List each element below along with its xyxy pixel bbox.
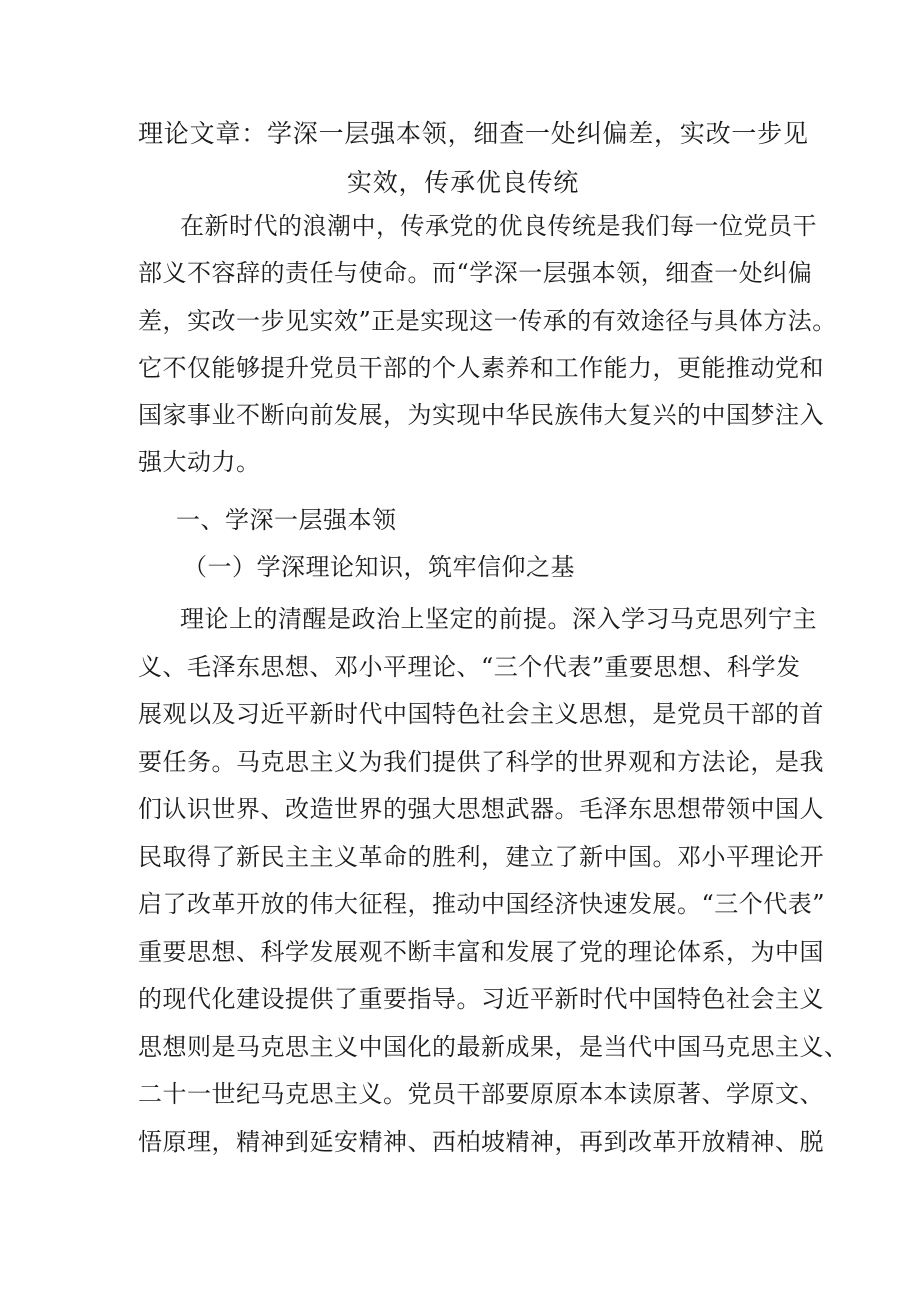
subsection-heading: （一）学深理论知识，筑牢信仰之基 — [183, 553, 575, 581]
intro-line: 它不仅能够提升党员干部的个人素养和工作能力，更能推动党和 — [138, 354, 824, 382]
body-line: 思想则是马克思主义中国化的最新成果，是当代中国马克思主义、 — [138, 1033, 849, 1061]
body-line: 重要思想、科学发展观不断丰富和发展了党的理论体系，为中国 — [138, 938, 824, 966]
intro-line: 国家事业不断向前发展，为实现中华民族伟大复兴的中国梦注入 — [138, 401, 824, 429]
body-line: 要任务。马克思主义为我们提供了科学的世界观和方法论，是我 — [138, 748, 824, 776]
body-line: 义、毛泽东思想、邓小平理论、“三个代表”重要思想、科学发 — [138, 653, 801, 681]
intro-line: 差，实改一步见实效”正是实现这一传承的有效途径与具体方法。 — [138, 307, 837, 335]
body-line: 启了改革开放的伟大征程，推动中国经济快速发展。“三个代表” — [138, 890, 826, 918]
body-line: 的现代化建设提供了重要指导。习近平新时代中国特色社会主义 — [138, 985, 824, 1013]
intro-line: 在新时代的浪潮中，传承党的优良传统是我们每一位党员干 — [180, 212, 817, 240]
document-title — [138, 109, 809, 207]
body-line: 展观以及习近平新时代中国特色社会主义思想，是党员干部的首 — [138, 700, 824, 728]
body-line: 民取得了新民主主义革命的胜利，建立了新中国。邓小平理论开 — [138, 843, 824, 871]
body-line: 二十一世纪马克思主义。党员干部要原原本本读原著、学原文、 — [138, 1080, 824, 1108]
body-line: 理论上的清醒是政治上坚定的前提。深入学习马克思列宁主 — [180, 605, 817, 633]
title-line-2: 实效，传承优良传统 — [346, 168, 580, 197]
body-line: 悟原理，精神到延安精神、西柏坡精神，再到改革开放精神、脱 — [138, 1128, 824, 1156]
title-line-1: 理论文章：学深一层强本领，细查一处纠偏差，实改一步见 — [138, 119, 809, 148]
intro-line: 强大动力。 — [138, 448, 261, 476]
intro-line: 部义不容辞的责任与使命。而“学深一层强本领，细查一处纠偏 — [138, 259, 813, 287]
body-line: 们认识世界、改造世界的强大思想武器。毛泽东思想带领中国人 — [138, 795, 824, 823]
section-heading: 一、学深一层强本领 — [176, 506, 397, 534]
